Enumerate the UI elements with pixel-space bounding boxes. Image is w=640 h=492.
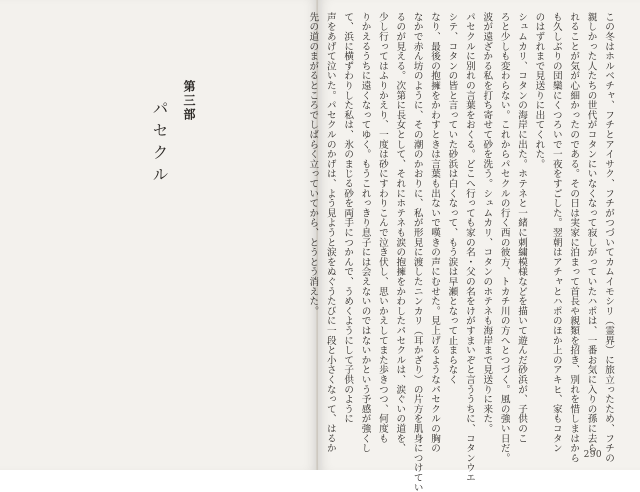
text-column: パセクルに別れの言葉をおくる。どこへ行っても家の名・父の名をけがすまいぞと言ううちに、コタンウエ	[463, 12, 475, 483]
text-column: 少し行ってはふりかえり、一度は砂にすわりこんで泣き伏し、思いかえしてまた歩きつつ、何度も	[376, 12, 388, 444]
text-column: シュムカリ、コタンの海岸に出た。ホテネと一緒に刺繍模様などを描いて遊んだ砂浜が、子供のこ	[516, 12, 528, 444]
part-number: 第三部	[182, 80, 196, 122]
part-heading	[140, 80, 198, 250]
part-title: パセクル	[150, 100, 169, 188]
text-column: 声をあげて泣いた。パセクルのかげは、よう見ようと涙をぬぐうたびに一段と小さくなって、はるか	[324, 12, 336, 453]
text-column: りかえるうちに遠くなってゆく。もうこれっきり息子には会えないのではないかという予感が強くし	[359, 12, 371, 453]
page-number: 290	[583, 450, 602, 460]
text-column: 波が遠ざかる私を打ち寄せて砂を洗う。シュムカリ、コタンのホテネも海岸まで見送りに来た。	[481, 12, 493, 434]
text-column: るのが見える。次第に長女として、それにホテネも涙の抱擁をかわしたパセクルは、涙ぐいの道を、	[394, 12, 406, 453]
text-column: れることが気が心細かったのである。その日は実家に泊まって首長や親類を招き、別れを惜しまはから	[568, 12, 580, 463]
text-column: ろと少しも変わらない。これからパセクルの行く西の彼方、トカチ川の方へとつづく。風の強い日だ。	[498, 12, 510, 463]
right-page	[307, 0, 640, 492]
left-page	[0, 0, 318, 470]
text-column: 親しかった人たちの世代がコタンにいなくなって寂しがっていたハポは、一番お気に入りの孫に去ら	[585, 12, 597, 453]
text-column: も久しぶりの団欒にくつろいで一夜をすごした。翌朝はアチャとハポのほか上のアキヒ、家もコタン	[550, 12, 562, 453]
text-column: のはずれまで見送りに出てくれた。	[533, 12, 545, 169]
text-column: シテ、コタンの皆と言っていた砂浜は白くなって、もう涙は早瀬となって止まらなく	[446, 12, 458, 385]
text-column: 先の道のまがるところでしばらく立っていてから、とうとう消えた。	[307, 12, 319, 316]
text-column: なり、最後の抱擁をかわすときは言葉も出ないで嘆きの声にむせた。見上げるようなパセクルの胸の	[429, 12, 441, 453]
text-column: なかで赤ん坊のように、その潮のかおりに、私が形見に渡したニンカリ（耳かざり）の片方を肌身につけてい	[411, 12, 423, 492]
text-column: この冬はホルベチャ、フチとアイサク、フチがつづいてカムイモシリ（霊界）に旅立ったため、フチの	[603, 12, 614, 463]
text-column: て、浜に横ずわりした私は、氷のまじる砂を両手につかんで、うめくようにして子供のように	[342, 12, 354, 424]
